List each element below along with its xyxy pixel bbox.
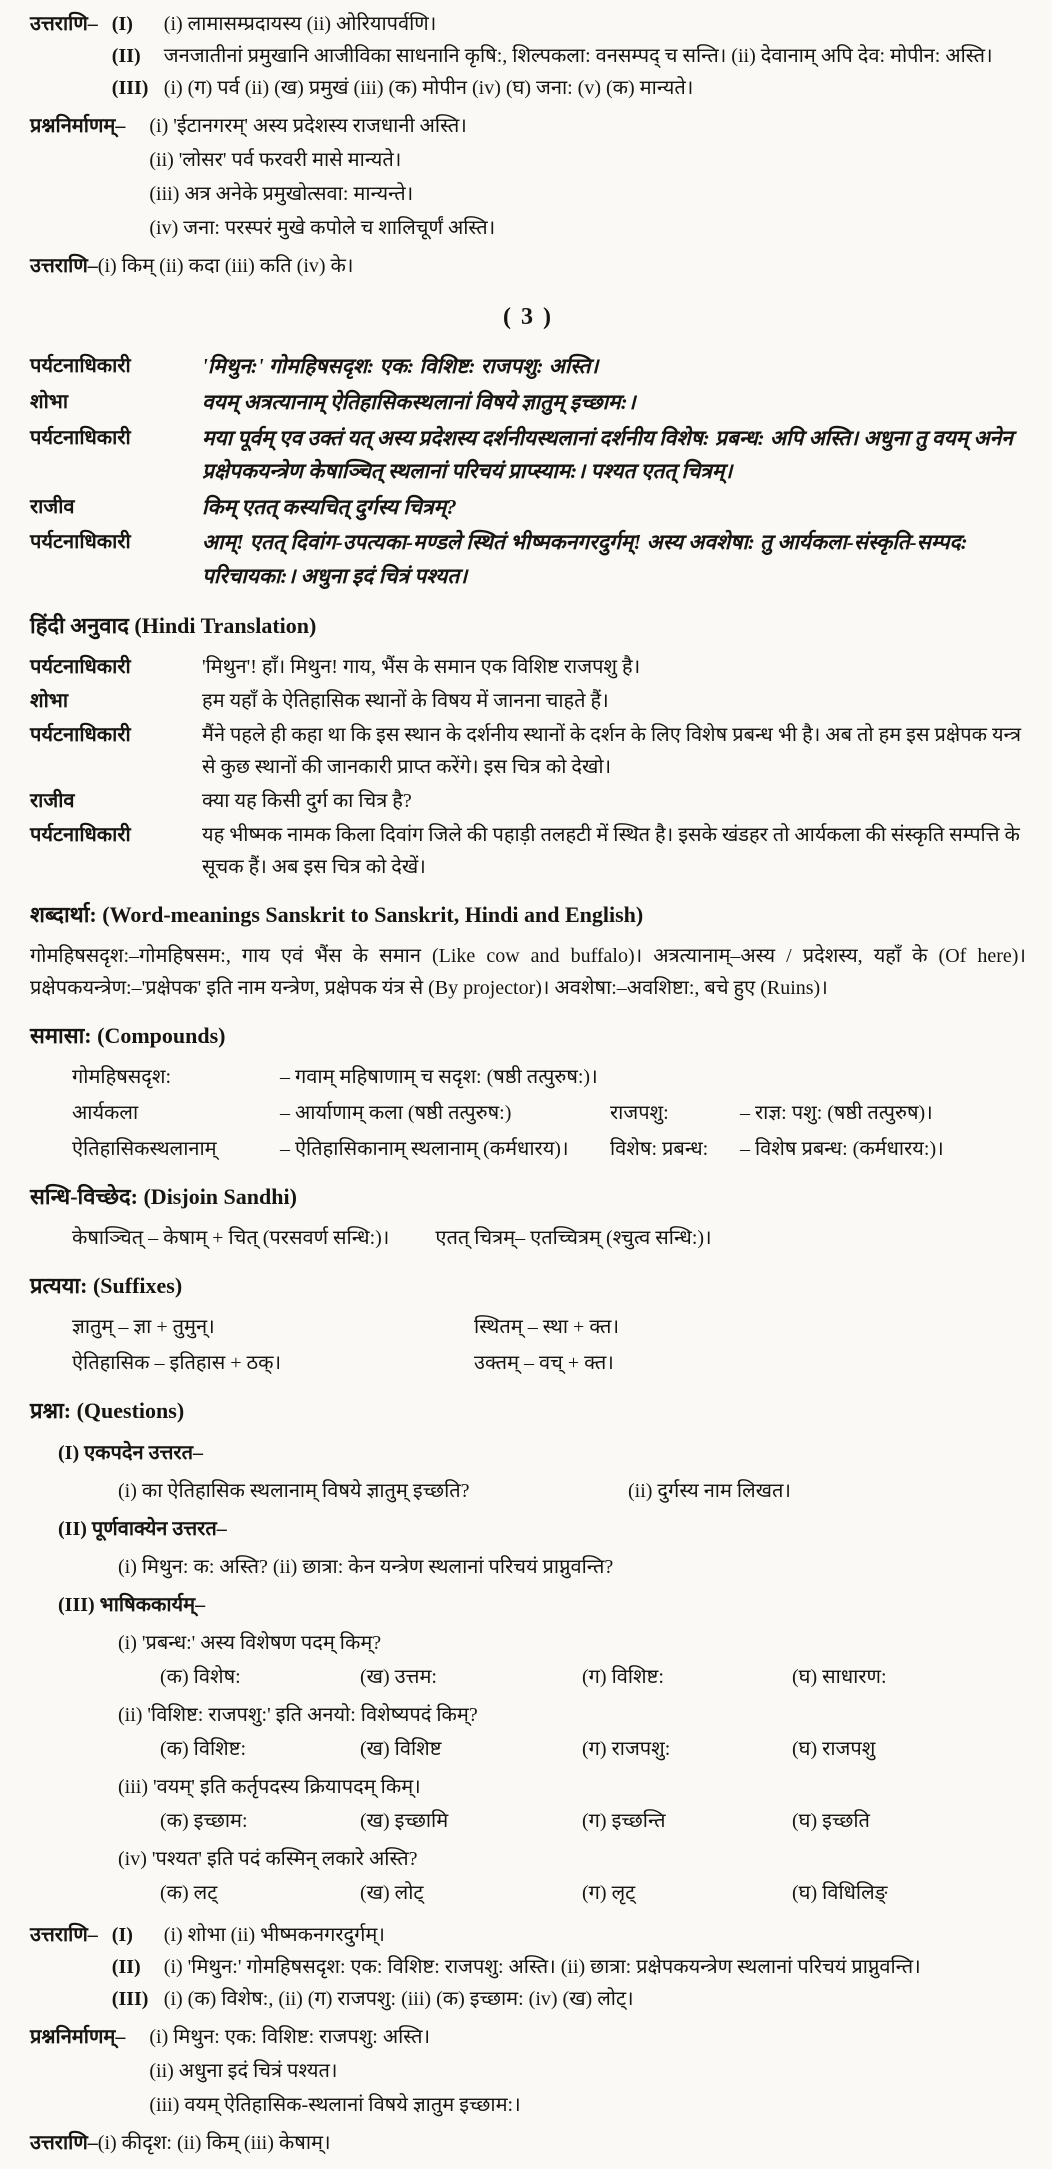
mcq-option: (घ) इच्छति [792,1809,870,1832]
word-meanings-body: गोमहिषसदृश:–गोमहिषसम:, गाय एवं भैंस के समान (Like cow and buffalo)। अत्रत्यानाम्–अस्य / प्रदेशस्य, यहाँ के (Of here)। प्रक्षेपकयन्त्रेण:–'प्रक्षेपक' इति नाम यन्त्रेण, प्रक्षेपक यंत्र से (By projector)। अवशेषा:–अवशिष्टा:, बचे हुए (Ruins)। [30,944,1026,999]
suffix-item: उक्तम् – वच् + क्त। [474,1352,614,1375]
dialogue-text: क्या यह किसी दुर्ग का चित्र है? [202,789,412,812]
dialogue-row [30,719,1026,783]
answer-text: (i) (ग) पर्व (ii) (ख) प्रमुखं (iii) (क) मोपीन (iv) (घ) जना: (v) (क) मान्यते। [163,77,694,99]
dialogue-row [30,350,1026,384]
mcq-option: (ग) विशिष्ट: [582,1665,664,1688]
compound-definition: – विशेष प्रबन्ध: (कर्मधारय:)। [740,1138,944,1161]
mcq-option: (ग) लृट् [582,1881,636,1904]
question-group-1 [30,1437,1026,1507]
part-number: ( 3 ) [503,304,553,330]
dialogue-row [30,651,1026,683]
suffixes-list [30,1311,1026,1379]
word-meanings-heading: शब्दार्था: (Word-meanings Sanskrit to Sanskrit, Hindi and English) [30,901,644,927]
question-making-label: प्रश्ननिर्माणम्– [30,2025,126,2048]
dialogue-text: मैंने पहले ही कहा था कि इस स्थान के दर्शनीय स्थानों के दर्शन के लिए विशेष प्रबन्ध भी है। अब तो हम इस प्रक्षेपक यन्त्र से कुछ स्थानों की जानकारी प्राप्त करेंगे। इस चित्र को देखो। [202,723,1022,778]
answers-line-label: उत्तराणि– [30,255,98,277]
answers-line-label: उत्तराणि– [30,2131,98,2154]
question-text: (i) मिथुन: क: अस्ति? (ii) छात्रा: केन यन्त्रेण स्थलानां परिचयं प्राप्नुवन्ति? [118,1555,614,1578]
compound-definition: – राज्ञ: पशु: (षष्ठी तत्पुरुष)। [740,1102,933,1125]
mcq-option: (घ) विधिलिङ् [792,1881,888,1904]
mcq-option: (ख) इच्छामि [360,1809,449,1832]
speaker-name: पर्यटनाधिकारी [30,355,131,378]
mcq-question: (iv) 'पश्यत' इति पदं कस्मिन् लकारे अस्ति? [118,1847,418,1870]
mcq-option: (ख) उत्तम: [360,1665,437,1688]
dialogue-text: किम् एतत् कस्यचित् दुर्गस्य चित्रम्? [202,494,457,519]
question-making-line: (ii) 'लोसर' पर्व फरवरी मासे मान्यते। [149,149,402,171]
answer-line [112,1919,1026,1951]
compound-term: ऐतिहासिकस्थलानाम् [72,1138,217,1161]
question-group-label: (III) भाषिककार्यम्– [58,1593,206,1616]
mcq-options [30,1877,1026,1909]
question-text: (ii) दुर्गस्य नाम लिखत। [628,1479,792,1502]
dialogue-text: यह भीष्मक नामक किला दिवांग जिले की पहाड़ी तलहटी में स्थित है। इसके खंडहर तो आर्यकला की संस्कृति सम्पत्ति के सूचक हैं। अब इस चित्र को देखें। [202,823,1020,878]
dialogue-row [30,685,1026,717]
mcq-options [30,1733,1026,1765]
speaker-name: पर्यटनाधिकारी [30,655,131,678]
questions-heading: प्रश्ना: (Questions) [30,1398,185,1424]
speaker-name: पर्यटनाधिकारी [30,531,131,554]
answer-number: (II) [111,1955,141,1978]
answer-number: (II) [111,45,141,67]
question-group-label: (I) एकपदेन उत्तरत– [58,1441,203,1464]
answers-line-text: (i) कीदृश: (ii) किम् (iii) केषाम्। [97,2131,331,2154]
mcq-question: (i) 'प्रबन्ध:' अस्य विशेषण पदम् किम्? [118,1631,382,1654]
mcq-option: (ख) लोट् [360,1881,424,1904]
answers-label: उत्तराणि– [30,13,98,35]
sandhi-item: एतत् चित्रम्– एतच्चित्रम् (श्चुत्व सन्धि:)। [435,1227,712,1250]
dialogue-text: वयम् अत्रत्यानाम् ऐतिहासिकस्थलानां विषये ज्ञातुम् इच्छाम:। [202,389,636,414]
mcq-question: (ii) 'विशिष्ट: राजपशु:' इति अनयो: विशेष्यपदं किम्? [118,1703,478,1726]
dialogue-row [30,526,1026,593]
dialogue-text: मया पूर्वम् एव उक्तं यत् अस्य प्रदेशस्य दर्शनीयस्थलानां दर्शनीय विशेष: प्रबन्ध: अपि अस्ति। अधुना तु वयम् अनेन प्रक्षेपकयन्त्रेण केषाञ्चित् स्थलानां परिचयं प्राप्स्याम:। पश्यत एतत् चित्रम्। [202,425,1013,484]
compound-term: राजपशु: [610,1102,669,1125]
dialogue-row [30,491,1026,525]
dialogue-row [30,386,1026,420]
mcq-option: (घ) साधारण: [792,1665,887,1688]
answer-text: जनजातीनां प्रमुखानि आजीविका साधनानि कृषि:, शिल्पकला: वनसम्पद् च सन्ति। (ii) देवानाम् अपि देव: मोपीन: अस्ति। [163,45,993,67]
answer-line [112,1951,1026,1983]
suffix-item: ज्ञातुम् – ज्ञा + तुमुन्। [72,1316,215,1339]
dialogue-text: आम्! एतत् दिवांग-उपत्यका-मण्डले स्थितं भीष्मकनगरदुर्गम्! अस्य अवशेषा: तु आर्यकला-संस्कृति-सम्पद: परिचायका:। अधुना इदं चित्रं पश्यत। [202,530,968,588]
answer-number: (I) [111,1923,133,1946]
mcq-option: (घ) राजपशु [792,1737,876,1760]
dialogue-row [30,785,1026,817]
question-making-line: (i) 'ईटानगरम्' अस्य प्रदेशस्य राजधानी अस्ति। [149,115,467,137]
speaker-name: शोभा [30,390,69,413]
mcq-option: (क) इच्छाम: [160,1809,248,1832]
answer-number: (I) [111,13,133,35]
answer-line [112,1983,1026,2015]
dialogue-row [30,422,1026,489]
question-making-label: प्रश्ननिर्माणम्– [30,115,126,137]
question-making-line: (iii) अत्र अनेके प्रमुखोत्सवा: मान्यन्ते। [149,183,414,205]
speaker-name: राजीव [30,495,75,518]
sandhi-heading: सन्धि-विच्छेद: (Disjoin Sandhi) [30,1184,297,1210]
question-making-line: (iv) जना: परस्परं मुखे कपोले च शालिचूर्णं अस्ति। [149,217,496,239]
speaker-name: पर्यटनाधिकारी [30,426,131,449]
question-making-line: (ii) अधुना इदं चित्रं पश्यत। [149,2059,338,2082]
question-group-label: (II) पूर्णवाक्येन उत्तरत– [58,1517,227,1540]
compounds-heading: समासा: (Compounds) [30,1022,226,1048]
answers-block-1 [30,8,1026,104]
question-group-3 [30,1589,1026,1909]
question-making-line: (iii) वयम् ऐतिहासिक-स्थलानां विषये ज्ञातुम इच्छाम:। [149,2093,521,2116]
compound-definition: – ऐतिहासिकानाम् स्थलानाम् (कर्मधारय)। [280,1138,569,1161]
answer-number: (III) [111,77,149,99]
answers-line-1 [30,250,1026,282]
suffix-item: ऐतिहासिक – इतिहास + ठक्। [72,1352,282,1375]
sandhi-item: केषाञ्चित् – केषाम् + चित् (परसवर्ण सन्धि:)। [72,1227,390,1250]
suffix-item: स्थितम् – स्था + क्त। [474,1316,620,1339]
compound-term: आर्यकला [72,1102,139,1125]
answer-text: (i) शोभा (ii) भीष्मकनगरदुर्गम्। [163,1923,385,1946]
hindi-dialogue [30,651,1026,883]
answer-text: (i) लामासम्प्रदायस्य (ii) ओरियापर्वणि। [163,13,437,35]
compounds-list [30,1061,1026,1165]
answer-line [112,8,1026,40]
mcq-question: (iii) 'वयम्' इति कर्तृपदस्य क्रियापदम् किम्। [118,1775,421,1798]
question-making-block-2 [30,2021,1026,2123]
question-making-block-1 [30,110,1026,246]
dialogue-text: हम यहाँ के ऐतिहासिक स्थानों के विषय में जानना चाहते हैं। [202,689,609,712]
question-making-line: (i) मिथुन: एक: विशिष्ट: राजपशु: अस्ति। [149,2025,431,2048]
mcq-option: (ग) इच्छन्ति [582,1809,666,1832]
answer-text: (i) 'मिथुन:' गोमहिषसदृश: एक: विशिष्ट: राजपशु: अस्ति। (ii) छात्रा: प्रक्षेपकयन्त्रेण स्थलानां परिचयं प्राप्नुवन्ति। [163,1955,921,1978]
suffixes-heading: प्रत्यया: (Suffixes) [30,1273,183,1299]
speaker-name: पर्यटनाधिकारी [30,823,131,846]
answers-line-text: (i) किम् (ii) कदा (iii) कति (iv) के। [97,255,354,277]
mcq-option: (ग) राजपशु: [582,1737,671,1760]
compound-definition: – गवाम् महिषाणाम् च सदृश: (षष्ठी तत्पुरुष:)। [280,1066,598,1089]
compound-term: विशेष: प्रबन्ध: [610,1138,709,1161]
mcq-option: (क) विशिष्ट: [160,1737,246,1760]
compound-term: गोमहिषसदृश: [72,1066,172,1089]
answers-label: उत्तराणि– [30,1923,98,1946]
sandhi-row [30,1222,1026,1254]
question-text: (i) का ऐतिहासिक स्थलानाम् विषये ज्ञातुम् इच्छति? [118,1479,470,1502]
mcq-option: (क) विशेष: [160,1665,241,1688]
speaker-name: राजीव [30,789,75,812]
mcq-options [30,1661,1026,1693]
hindi-translation-heading: हिंदी अनुवाद (Hindi Translation) [30,612,317,638]
answer-line [112,40,1026,72]
answer-line [112,72,1026,104]
mcq-options [30,1805,1026,1837]
speaker-name: शोभा [30,689,69,712]
answer-text: (i) (क) विशेष:, (ii) (ग) राजपशु: (iii) (क) इच्छाम: (iv) (ख) लोट्। [163,1987,634,2010]
dialogue-text: 'मिथुन'! हाँ। मिथुन! गाय, भैंस के समान एक विशिष्ट राजपशु है। [202,655,641,678]
dialogue-row [30,819,1026,883]
sanskrit-dialogue [30,350,1026,593]
dialogue-text: 'मिथुन:' गोमहिषसदृश: एक: विशिष्ट: राजपशु: अस्ति। [202,354,599,379]
speaker-name: पर्यटनाधिकारी [30,723,131,746]
compound-definition: – आर्याणाम् कला (षष्ठी तत्पुरुष:) [280,1102,512,1125]
answers-block-2 [30,1919,1026,2015]
mcq-option: (क) लट् [160,1881,218,1904]
answer-number: (III) [111,1987,149,2010]
mcq-option: (ख) विशिष्ट [360,1737,442,1760]
answers-line-2 [30,2127,1026,2159]
question-group-2 [30,1513,1026,1583]
